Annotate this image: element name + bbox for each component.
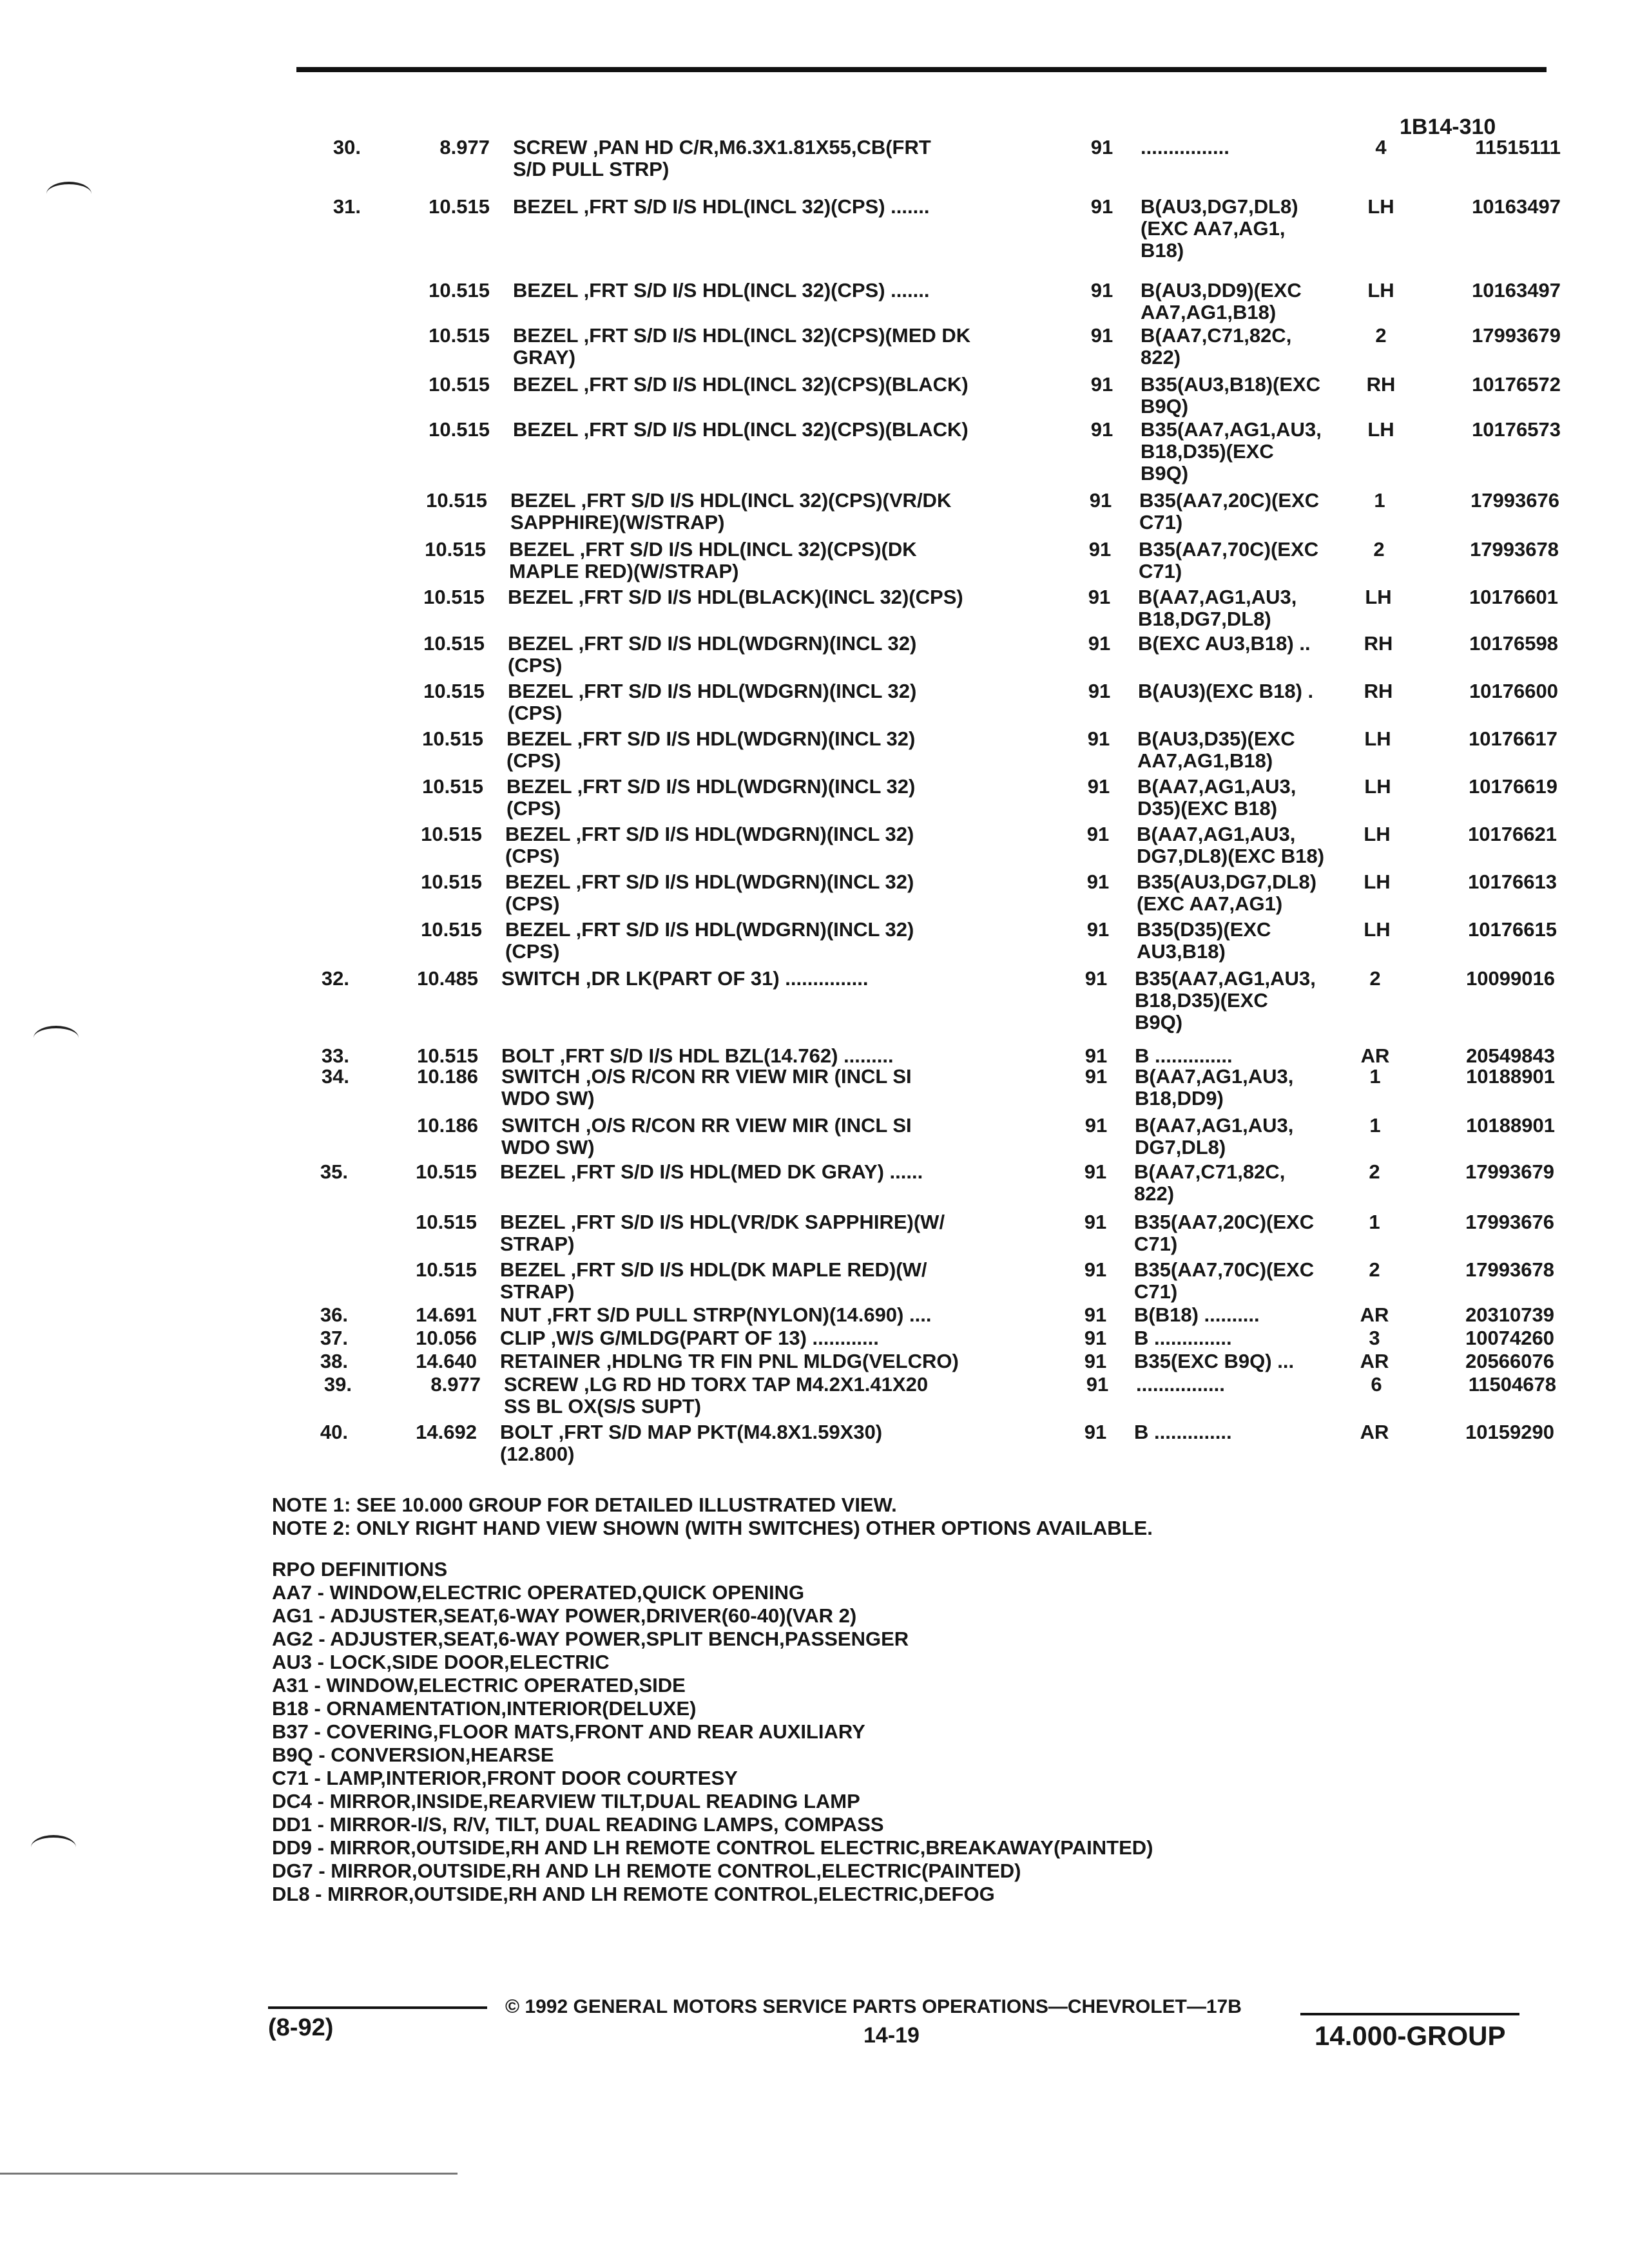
part-number: 10176573 — [1472, 418, 1561, 441]
model-year: 91 — [1084, 1114, 1108, 1137]
group-number: 10.515 — [423, 632, 485, 655]
group-number: 10.515 — [429, 373, 490, 396]
rpo-title: RPO DEFINITIONS — [272, 1558, 448, 1581]
page-code: 1B14-310 — [1400, 115, 1496, 139]
group-number: 14.640 — [416, 1350, 477, 1372]
model-year: 91 — [1084, 1327, 1107, 1349]
rpo-item: B37 - COVERING,FLOOR MATS,FRONT AND REAR AUXILIARY — [272, 1720, 865, 1743]
part-number: 10176617 — [1469, 727, 1557, 750]
item-description: BEZEL ,FRT S/D I/S HDL(INCL 32)(CPS)(VR/DK SAPPHIRE)(W/STRAP) — [510, 489, 952, 533]
quantity: 2 — [1373, 538, 1385, 561]
top-rule — [296, 67, 1547, 72]
option-code: B(AU3,DD9)(EXC AA7,AG1,B18) — [1141, 279, 1302, 323]
group-number: 10.186 — [417, 1114, 478, 1137]
footer-page-number: 14-19 — [863, 2023, 920, 2048]
group-number: 10.515 — [421, 918, 482, 941]
quantity: 6 — [1371, 1373, 1382, 1396]
option-code: B(EXC AU3,B18) .. — [1138, 632, 1311, 655]
item-number: 30. — [333, 136, 361, 159]
rpo-item: A31 - WINDOW,ELECTRIC OPERATED,SIDE — [272, 1674, 686, 1696]
item-description: BEZEL ,FRT S/D I/S HDL(INCL 32)(CPS)(BLACK) — [513, 373, 969, 396]
option-code: B35(AU3,B18)(EXC B9Q) — [1141, 373, 1321, 418]
option-code: B(AU3,D35)(EXC AA7,AG1,B18) — [1137, 727, 1295, 772]
quantity: RH — [1364, 680, 1393, 702]
option-code: B(AU3)(EXC B18) . — [1138, 680, 1314, 702]
quantity: LH — [1365, 586, 1392, 608]
model-year: 91 — [1084, 1160, 1107, 1183]
group-number: 10.515 — [421, 870, 482, 893]
option-code: B .............. — [1134, 1421, 1232, 1443]
model-year: 91 — [1086, 1373, 1109, 1396]
footer-rule-right — [1300, 2013, 1519, 2015]
footer-copyright: © 1992 GENERAL MOTORS SERVICE PARTS OPERATIONS—CHEVROLET—17B — [505, 1996, 1242, 2017]
quantity: 2 — [1375, 324, 1387, 347]
model-year: 91 — [1090, 373, 1113, 396]
part-number: 10176619 — [1469, 775, 1557, 798]
option-code: B .............. — [1135, 1044, 1233, 1067]
option-code: B35(AA7,20C)(EXC C71) — [1134, 1211, 1315, 1255]
item-description: SWITCH ,DR LK(PART OF 31) ............... — [501, 967, 869, 990]
model-year: 91 — [1086, 870, 1110, 893]
part-number: 10176613 — [1468, 870, 1557, 893]
item-description: BEZEL ,FRT S/D I/S HDL(WDGRN)(INCL 32) (CPS) — [505, 918, 914, 963]
option-code: B(AU3,DG7,DL8) (EXC AA7,AG1, B18) — [1141, 195, 1298, 262]
option-code: B35(AA7,70C)(EXC C71) — [1134, 1258, 1315, 1303]
part-number: 10074260 — [1465, 1327, 1554, 1349]
quantity: LH — [1364, 727, 1391, 750]
item-description: BEZEL ,FRT S/D I/S HDL(INCL 32)(CPS) ....... — [513, 195, 930, 218]
item-description: BEZEL ,FRT S/D I/S HDL(INCL 32)(CPS)(BLACK) — [513, 418, 969, 441]
option-code: B35(AA7,70C)(EXC C71) — [1139, 538, 1319, 582]
item-number: 35. — [320, 1160, 348, 1183]
footer-group: 14.000-GROUP — [1315, 2021, 1506, 2051]
part-number: 10176621 — [1468, 823, 1557, 845]
item-number: 33. — [321, 1044, 349, 1067]
item-description: RETAINER ,HDLNG TR FIN PNL MLDG(VELCRO) — [500, 1350, 959, 1372]
model-year: 91 — [1087, 727, 1110, 750]
quantity: LH — [1364, 823, 1391, 845]
part-number: 10176601 — [1469, 586, 1558, 608]
option-code: B35(EXC B9Q) ... — [1134, 1350, 1295, 1372]
model-year: 91 — [1088, 680, 1111, 702]
option-code: B35(AA7,20C)(EXC C71) — [1139, 489, 1320, 533]
group-number: 10.515 — [421, 823, 482, 845]
margin-mark — [34, 1026, 79, 1050]
group-number: 8.977 — [439, 136, 490, 159]
option-code: B(AA7,AG1,AU3, DG7,DL8) — [1135, 1114, 1294, 1158]
part-number: 11515111 — [1475, 136, 1561, 159]
group-number: 14.692 — [416, 1421, 477, 1443]
part-number: 11504678 — [1468, 1373, 1556, 1396]
model-year: 91 — [1088, 632, 1111, 655]
option-code: B .............. — [1134, 1327, 1232, 1349]
model-year: 91 — [1084, 1065, 1108, 1088]
item-description: BEZEL ,FRT S/D I/S HDL(WDGRN)(INCL 32) (CPS) — [508, 680, 917, 724]
part-number: 10176600 — [1469, 680, 1558, 702]
group-number: 14.691 — [416, 1303, 477, 1326]
group-number: 10.515 — [416, 1160, 477, 1183]
part-number: 10188901 — [1466, 1114, 1555, 1137]
part-number: 20566076 — [1465, 1350, 1554, 1372]
model-year: 91 — [1084, 1044, 1108, 1067]
option-code: B(AA7,AG1,AU3, D35)(EXC B18) — [1137, 775, 1296, 820]
part-number: 17993676 — [1470, 489, 1559, 512]
group-number: 10.485 — [417, 967, 478, 990]
option-code: B(AA7,C71,82C, 822) — [1141, 324, 1292, 369]
item-description: BEZEL ,FRT S/D I/S HDL(WDGRN)(INCL 32) (CPS) — [506, 727, 916, 772]
quantity: AR — [1360, 1044, 1390, 1067]
model-year: 91 — [1090, 418, 1113, 441]
model-year: 91 — [1090, 279, 1113, 302]
part-number: 17993679 — [1465, 1160, 1554, 1183]
rpo-item: DD1 - MIRROR-I/S, R/V, TILT, DUAL READING LAMPS, COMPASS — [272, 1813, 884, 1836]
quantity: AR — [1360, 1350, 1389, 1372]
model-year: 91 — [1086, 823, 1110, 845]
rpo-item: DG7 - MIRROR,OUTSIDE,RH AND LH REMOTE CONTROL,ELECTRIC(PAINTED) — [272, 1860, 1021, 1882]
item-description: BEZEL ,FRT S/D I/S HDL(WDGRN)(INCL 32) (CPS) — [508, 632, 917, 677]
model-year: 91 — [1084, 967, 1108, 990]
quantity: LH — [1364, 870, 1391, 893]
rpo-item: AG2 - ADJUSTER,SEAT,6-WAY POWER,SPLIT BENCH,PASSENGER — [272, 1628, 909, 1650]
item-description: BEZEL ,FRT S/D I/S HDL(WDGRN)(INCL 32) (CPS) — [506, 775, 916, 820]
item-description: BEZEL ,FRT S/D I/S HDL(INCL 32)(CPS)(DK MAPLE RED)(W/STRAP) — [509, 538, 917, 582]
group-number: 10.515 — [423, 680, 485, 702]
model-year: 91 — [1090, 195, 1113, 218]
quantity: 2 — [1369, 1258, 1380, 1281]
rpo-item: B9Q - CONVERSION,HEARSE — [272, 1744, 554, 1766]
item-number: 36. — [320, 1303, 348, 1326]
model-year: 91 — [1088, 586, 1111, 608]
part-number: 20549843 — [1466, 1044, 1555, 1067]
item-description: BEZEL ,FRT S/D I/S HDL(WDGRN)(INCL 32) (CPS) — [505, 870, 914, 915]
option-code: B(AA7,AG1,AU3, DG7,DL8)(EXC B18) — [1137, 823, 1325, 867]
option-code: B35(AA7,AG1,AU3, B18,D35)(EXC B9Q) — [1141, 418, 1322, 485]
item-description: BEZEL ,FRT S/D I/S HDL(VR/DK SAPPHIRE)(W/ STRAP) — [500, 1211, 945, 1255]
item-number: 32. — [321, 967, 349, 990]
option-code: B35(AA7,AG1,AU3, B18,D35)(EXC B9Q) — [1135, 967, 1316, 1033]
model-year: 91 — [1090, 324, 1113, 347]
group-number: 10.515 — [423, 586, 485, 608]
model-year: 91 — [1084, 1258, 1107, 1281]
option-code: B35(AU3,DG7,DL8) (EXC AA7,AG1) — [1137, 870, 1317, 915]
footer-date: (8-92) — [268, 2014, 334, 2041]
quantity: RH — [1366, 373, 1396, 396]
quantity: 4 — [1375, 136, 1387, 159]
group-number: 10.515 — [425, 538, 486, 561]
quantity: LH — [1367, 279, 1394, 302]
model-year: 91 — [1084, 1303, 1107, 1326]
option-code: B35(D35)(EXC AU3,B18) — [1137, 918, 1271, 963]
item-description: BEZEL ,FRT S/D I/S HDL(INCL 32)(CPS)(MED DK GRAY) — [513, 324, 971, 369]
rpo-item: AA7 - WINDOW,ELECTRIC OPERATED,QUICK OPENING — [272, 1581, 805, 1604]
item-description: BEZEL ,FRT S/D I/S HDL(MED DK GRAY) ...... — [500, 1160, 923, 1183]
option-code: B(AA7,C71,82C, 822) — [1134, 1160, 1286, 1205]
notes — [272, 1494, 1153, 1540]
note-line: NOTE 2: ONLY RIGHT HAND VIEW SHOWN (WITH SWITCHES) OTHER OPTIONS AVAILABLE. — [272, 1517, 1153, 1539]
model-year: 91 — [1084, 1350, 1107, 1372]
option-code: ................ — [1141, 136, 1229, 159]
rpo-item: B18 - ORNAMENTATION,INTERIOR(DELUXE) — [272, 1697, 697, 1720]
model-year: 91 — [1084, 1211, 1107, 1233]
option-code: B(AA7,AG1,AU3, B18,DD9) — [1135, 1065, 1294, 1110]
footer-rule-left — [268, 2006, 487, 2009]
part-number: 10176598 — [1469, 632, 1558, 655]
group-number: 10.515 — [429, 418, 490, 441]
item-description: BEZEL ,FRT S/D I/S HDL(WDGRN)(INCL 32) (CPS) — [505, 823, 914, 867]
model-year: 91 — [1088, 538, 1112, 561]
rpo-item: DD9 - MIRROR,OUTSIDE,RH AND LH REMOTE CONTROL ELECTRIC,BREAKAWAY(PAINTED) — [272, 1836, 1153, 1859]
item-description: BOLT ,FRT S/D MAP PKT(M4.8X1.59X30) (12.800) — [500, 1421, 883, 1465]
item-number: 31. — [333, 195, 361, 218]
item-number: 37. — [320, 1327, 348, 1349]
part-number: 10176615 — [1468, 918, 1557, 941]
group-number: 10.515 — [429, 195, 490, 218]
group-number: 10.515 — [422, 775, 483, 798]
item-number: 39. — [323, 1373, 352, 1396]
margin-mark — [31, 1835, 76, 1860]
part-number: 10159290 — [1465, 1421, 1554, 1443]
item-number: 34. — [321, 1065, 349, 1088]
quantity: 2 — [1369, 967, 1381, 990]
quantity: 1 — [1369, 1211, 1380, 1233]
quantity: AR — [1360, 1303, 1389, 1326]
part-number: 17993678 — [1470, 538, 1559, 561]
rpo-item: AG1 - ADJUSTER,SEAT,6-WAY POWER,DRIVER(60-40)(VAR 2) — [272, 1604, 857, 1627]
item-description: SWITCH ,O/S R/CON RR VIEW MIR (INCL SI WDO SW) — [501, 1114, 912, 1158]
part-number: 10163497 — [1472, 195, 1561, 218]
item-description: NUT ,FRT S/D PULL STRP(NYLON)(14.690) .... — [500, 1303, 932, 1326]
part-number: 20310739 — [1465, 1303, 1554, 1326]
part-number: 17993678 — [1465, 1258, 1554, 1281]
quantity: 3 — [1369, 1327, 1380, 1349]
group-number: 10.515 — [429, 324, 490, 347]
group-number: 10.186 — [417, 1065, 478, 1088]
rpo-item: AU3 - LOCK,SIDE DOOR,ELECTRIC — [272, 1651, 610, 1673]
quantity: 1 — [1374, 489, 1385, 512]
quantity: 1 — [1369, 1114, 1381, 1137]
quantity: LH — [1364, 775, 1391, 798]
quantity: LH — [1367, 418, 1394, 441]
option-code: B(AA7,AG1,AU3, B18,DG7,DL8) — [1138, 586, 1297, 630]
item-description: BEZEL ,FRT S/D I/S HDL(DK MAPLE RED)(W/ STRAP) — [500, 1258, 927, 1303]
margin-mark — [46, 182, 92, 206]
part-number: 10176572 — [1472, 373, 1561, 396]
quantity: RH — [1364, 632, 1393, 655]
model-year: 91 — [1087, 775, 1110, 798]
model-year: 91 — [1090, 136, 1113, 159]
part-number: 10099016 — [1466, 967, 1555, 990]
option-code: B(B18) .......... — [1134, 1303, 1260, 1326]
item-description: BEZEL ,FRT S/D I/S HDL(BLACK)(INCL 32)(CPS) — [508, 586, 963, 608]
group-number: 10.515 — [422, 727, 483, 750]
option-code: ................ — [1136, 1373, 1225, 1396]
model-year: 91 — [1084, 1421, 1107, 1443]
quantity: LH — [1367, 195, 1394, 218]
group-number: 8.977 — [430, 1373, 481, 1396]
group-number: 10.515 — [416, 1211, 477, 1233]
item-description: CLIP ,W/S G/MLDG(PART OF 13) ............ — [500, 1327, 879, 1349]
item-description: BEZEL ,FRT S/D I/S HDL(INCL 32)(CPS) ....... — [513, 279, 930, 302]
item-number: 40. — [320, 1421, 348, 1443]
group-number: 10.515 — [416, 1258, 477, 1281]
group-number: 10.056 — [416, 1327, 477, 1349]
item-description: BOLT ,FRT S/D I/S HDL BZL(14.762) ......... — [501, 1044, 894, 1067]
part-number: 10163497 — [1472, 279, 1561, 302]
quantity: 2 — [1369, 1160, 1380, 1183]
part-number: 17993679 — [1472, 324, 1561, 347]
item-description: SCREW ,PAN HD C/R,M6.3X1.81X55,CB(FRT S/D PULL STRP) — [513, 136, 931, 180]
group-number: 10.515 — [417, 1044, 478, 1067]
note-line: NOTE 1: SEE 10.000 GROUP FOR DETAILED ILLUSTRATED VIEW. — [272, 1494, 897, 1516]
item-number: 38. — [320, 1350, 348, 1372]
rpo-item: C71 - LAMP,INTERIOR,FRONT DOOR COURTESY — [272, 1767, 738, 1789]
group-number: 10.515 — [426, 489, 487, 512]
model-year: 91 — [1089, 489, 1112, 512]
quantity: AR — [1360, 1421, 1389, 1443]
quantity: 1 — [1369, 1065, 1381, 1088]
item-description: SWITCH ,O/S R/CON RR VIEW MIR (INCL SI WDO SW) — [501, 1065, 912, 1110]
part-number: 10188901 — [1466, 1065, 1555, 1088]
rpo-item: DL8 - MIRROR,OUTSIDE,RH AND LH REMOTE CONTROL,ELECTRIC,DEFOG — [272, 1883, 995, 1905]
quantity: LH — [1364, 918, 1391, 941]
group-number: 10.515 — [429, 279, 490, 302]
rpo-item: DC4 - MIRROR,INSIDE,REARVIEW TILT,DUAL READING LAMP — [272, 1790, 860, 1812]
item-description: SCREW ,LG RD HD TORX TAP M4.2X1.41X20 SS BL OX(S/S SUPT) — [504, 1373, 929, 1418]
part-number: 17993676 — [1465, 1211, 1554, 1233]
rpo-definitions — [272, 1558, 1153, 1906]
bottom-rule — [0, 2173, 458, 2175]
model-year: 91 — [1086, 918, 1110, 941]
